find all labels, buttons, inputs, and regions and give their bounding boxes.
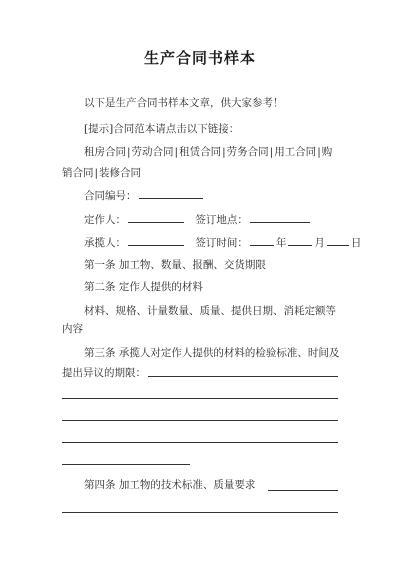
sign-day-field[interactable]: [327, 235, 349, 246]
article-2-body-line-2: 内容: [62, 323, 83, 335]
sign-year-field[interactable]: [250, 235, 274, 246]
contractor-label: 承揽人：: [84, 237, 126, 249]
orderer-field[interactable]: [128, 212, 184, 223]
page-title: 生产合同书样本: [143, 49, 256, 67]
article-3-answer-line-2[interactable]: [62, 398, 338, 399]
orderer-row: [84, 212, 312, 227]
link-labor[interactable]: 劳动合同: [131, 146, 174, 158]
article-4-text: 第四条 加工物的技术标准、质量要求: [84, 479, 256, 491]
article-2-body-line-1: 材料、规格、计量数量、质量、提供日期、消耗定额等: [84, 305, 336, 317]
year-label: 年: [275, 237, 287, 249]
link-employment[interactable]: 用工合同: [274, 146, 317, 158]
link-service[interactable]: 劳务合同: [226, 146, 269, 158]
article-1: 第一条 加工物、数量、报酬、交货期限: [84, 259, 266, 271]
link-separator: |: [317, 146, 321, 158]
article-3-line-2: [62, 366, 146, 380]
contractor-field[interactable]: [128, 235, 184, 246]
link-purchase-sale-part1[interactable]: 购: [321, 146, 333, 158]
article-4-answer-line-2[interactable]: [62, 512, 338, 513]
link-renovation[interactable]: 装修合同: [99, 167, 142, 179]
contract-links-row-2: [62, 166, 141, 180]
article-3-answer-line-5[interactable]: [62, 464, 190, 465]
sign-place-label: 签订地点：: [195, 214, 248, 226]
intro-text: 以下是生产合同书样本文章，供大家参考！: [84, 97, 284, 109]
contract-links-row-1: [84, 145, 332, 159]
day-label: 日: [350, 237, 362, 249]
contract-number-field[interactable]: [139, 188, 203, 199]
article-4-answer-line-1[interactable]: [268, 490, 338, 491]
orderer-label: 定作人：: [84, 214, 126, 226]
tip-label: [提示]合同范本请点击以下链接：: [84, 123, 240, 135]
link-rental-house[interactable]: 租房合同: [84, 146, 126, 158]
article-3-line-1: 第三条 承揽人对定作人提供的材料的检验标准、时间及: [84, 347, 340, 359]
article-3-answer-line-1[interactable]: [148, 376, 338, 377]
contract-number-label: 合同编号：: [84, 190, 137, 202]
article-3-line-2-text: 提出异议的期限：: [62, 367, 146, 379]
sign-place-field[interactable]: [250, 212, 310, 223]
link-purchase-sale-part2[interactable]: 销合同: [62, 167, 94, 179]
link-lease[interactable]: 租赁合同: [179, 146, 222, 158]
article-3-answer-line-3[interactable]: [62, 420, 338, 421]
link-separator: |: [94, 167, 99, 179]
article-2: 第二条 定作人提供的材料: [84, 281, 203, 293]
contract-number-row: [84, 188, 205, 203]
link-separator: |: [127, 146, 131, 158]
sign-time-label: 签订时间：: [195, 237, 248, 249]
link-separator: |: [174, 146, 179, 158]
contractor-row: [84, 235, 361, 250]
link-separator: |: [222, 146, 226, 158]
article-3-answer-line-4[interactable]: [62, 442, 338, 443]
sign-month-field[interactable]: [288, 235, 312, 246]
link-separator: |: [269, 146, 274, 158]
article-4: [84, 478, 255, 492]
month-label: 月: [314, 237, 325, 249]
